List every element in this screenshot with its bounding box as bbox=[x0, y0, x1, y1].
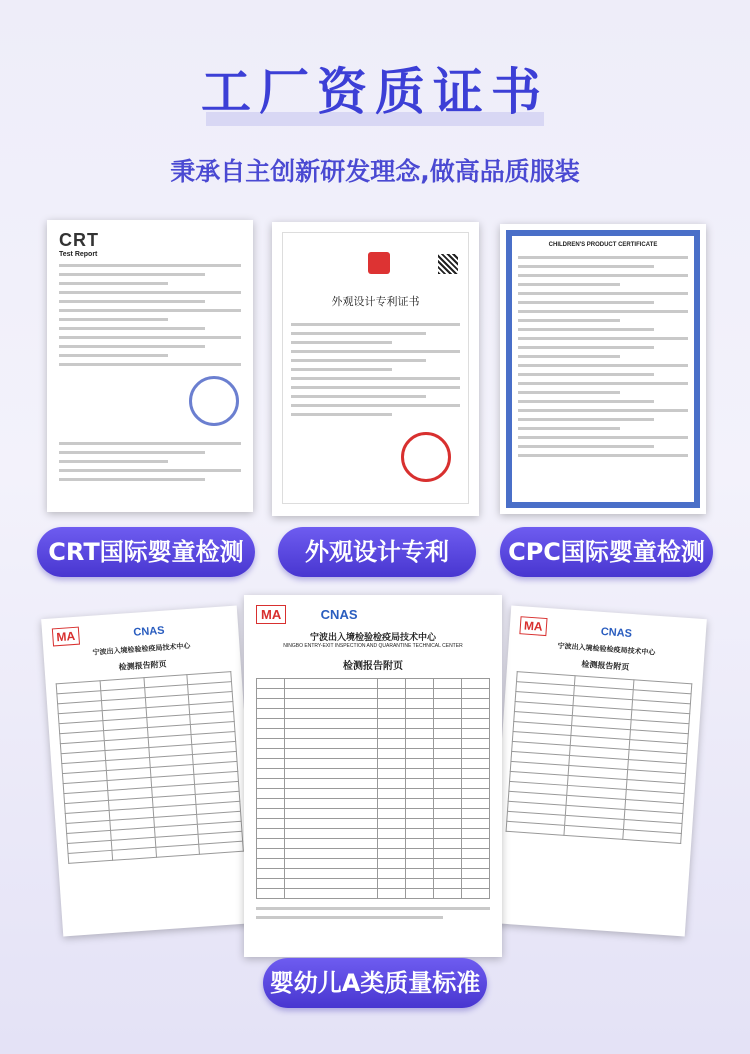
qr-code-icon bbox=[438, 254, 458, 274]
crt-header: Test Report bbox=[59, 251, 98, 258]
report-org-name-en: NINGBO ENTRY-EXIT INSPECTION AND QUARANTINE TECHNICAL CENTER bbox=[283, 643, 463, 649]
report-table bbox=[506, 671, 693, 844]
crt-seal bbox=[189, 376, 239, 426]
cnas-logo: CNAS bbox=[600, 625, 633, 641]
test-report-left bbox=[41, 606, 259, 937]
report-org-name: 宁波出入境检验检疫局技术中心 bbox=[309, 632, 436, 642]
patent-certificate bbox=[272, 222, 479, 516]
cnas-logo: CNAS bbox=[320, 607, 358, 622]
report-org-name: 宁波出入境检验检疫局技术中心 bbox=[557, 642, 656, 657]
page-title: 工厂资质证书 bbox=[201, 63, 549, 121]
ma-logo: MA bbox=[519, 616, 547, 636]
label-report: 婴幼儿A类质量标准 bbox=[263, 958, 487, 1008]
label-cpc: CPC国际婴童检测 bbox=[500, 527, 713, 577]
report-table bbox=[256, 678, 490, 899]
label-patent: 外观设计专利 bbox=[278, 527, 476, 577]
patent-header: 外观设计专利证书 bbox=[331, 295, 420, 308]
patent-emblem bbox=[368, 252, 390, 274]
cnas-logo: CNAS bbox=[133, 624, 165, 639]
crt-logo: CRT bbox=[59, 230, 99, 250]
report-page-title: 检测报告附页 bbox=[343, 661, 403, 672]
cpc-certificate bbox=[500, 224, 706, 514]
report-table bbox=[56, 671, 244, 864]
ma-logo: MA bbox=[52, 627, 80, 647]
patent-stamp bbox=[401, 432, 451, 482]
ma-logo: MA bbox=[256, 605, 286, 624]
label-crt: CRT国际婴童检测 bbox=[37, 527, 255, 577]
report-page-title: 检测报告附页 bbox=[118, 659, 167, 672]
test-report-center bbox=[244, 595, 502, 957]
cpc-header: CHILDREN'S PRODUCT CERTIFICATE bbox=[548, 242, 658, 248]
crt-certificate bbox=[47, 220, 253, 512]
test-report-right bbox=[489, 606, 707, 937]
page-subtitle: 秉承自主创新研发理念,做高品质服装 bbox=[170, 157, 580, 186]
report-page-title: 检测报告附页 bbox=[581, 659, 630, 672]
report-org-name: 宁波出入境检验检疫局技术中心 bbox=[92, 642, 191, 657]
